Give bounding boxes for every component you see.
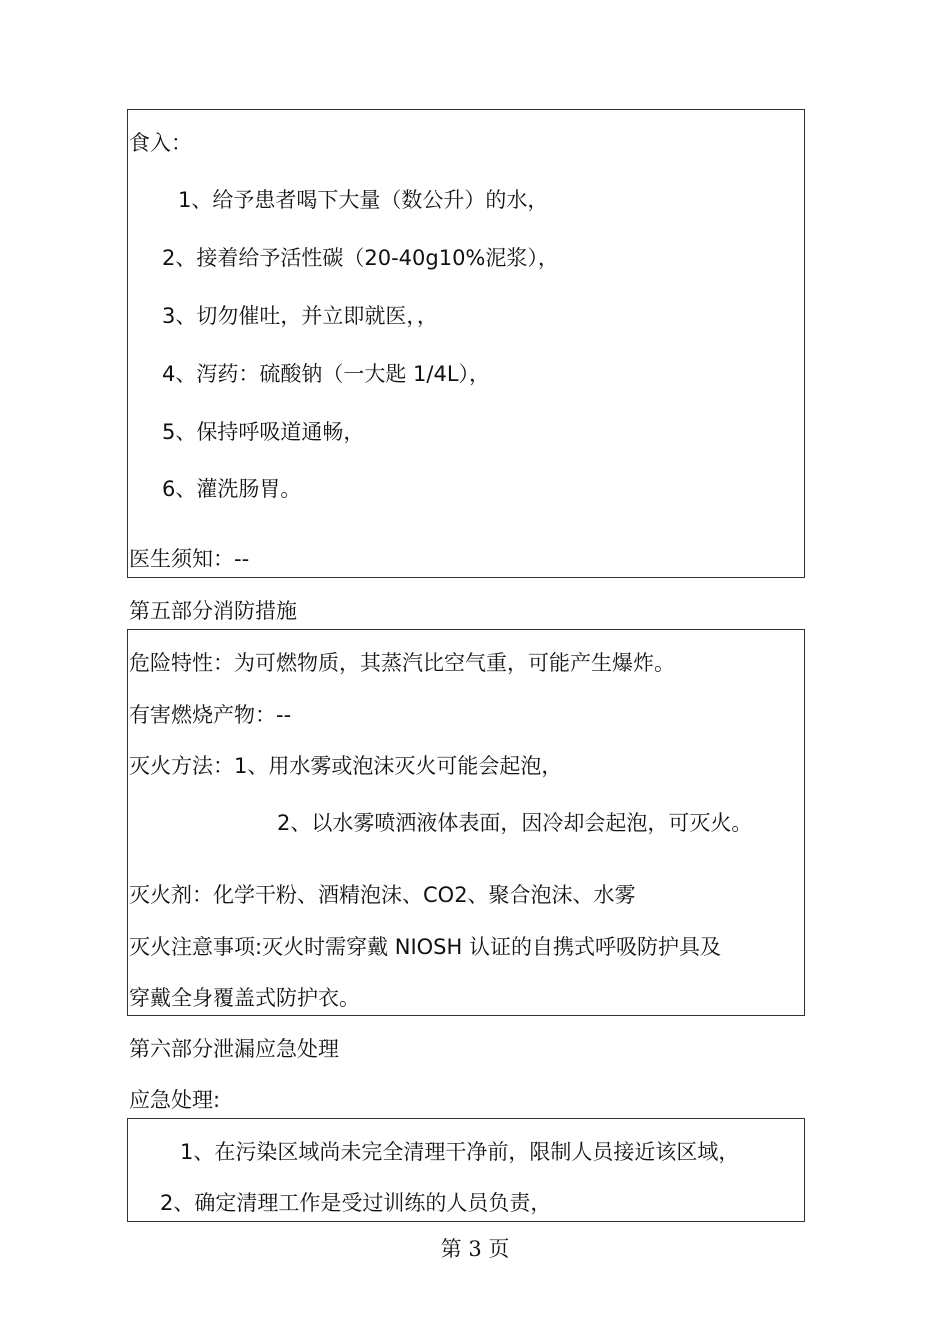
ingestion-step-1: 1、给予患者喝下大量（数公升）的水， (178, 188, 549, 212)
fire-precautions-line-2: 穿戴全身覆盖式防护衣。 (129, 986, 360, 1010)
ingestion-step-5: 5、保持呼吸道通畅， (162, 420, 365, 444)
leak-step-2: 2、确定清理工作是受过训练的人员负责， (160, 1191, 552, 1215)
page-number: 第 3 页 (440, 1237, 510, 1261)
doctor-note: 医生须知：-- (129, 547, 250, 571)
section-6-title: 第六部分泄漏应急处理 (129, 1037, 339, 1061)
emergency-label: 应急处理: (129, 1088, 221, 1112)
hazard-characteristics: 危险特性：为可燃物质，其蒸汽比空气重，可能产生爆炸。 (129, 651, 675, 675)
fire-precautions-line-1: 灭火注意事项:灭火时需穿戴 NIOSH 认证的自携式呼吸防护具及 (129, 935, 721, 959)
leak-step-1: 1、在污染区域尚未完全清理干净前，限制人员接近该区域， (180, 1140, 740, 1164)
combustion-products: 有害燃烧产物：-- (129, 703, 292, 727)
ingestion-step-2: 2、接着给予活性碳（20-40g10%泥浆）， (162, 246, 559, 270)
extinguishing-agents: 灭火剂：化学干粉、酒精泡沫、CO2、聚合泡沫、水雾 (129, 883, 636, 907)
ingestion-step-4: 4、泻药：硫酸钠（一大匙 1/4L）， (162, 362, 491, 386)
ingestion-step-3: 3、切勿催吐，并立即就医，， (162, 304, 438, 328)
first-aid-box (127, 109, 805, 578)
ingestion-label: 食入： (129, 131, 192, 155)
ingestion-step-6: 6、灌洗肠胃。 (162, 477, 302, 501)
extinguishing-method-2: 2、以水雾喷洒液体表面，因冷却会起泡，可灭火。 (277, 811, 753, 835)
extinguishing-method-1: 灭火方法：1、用水雾或泡沫灭火可能会起泡， (129, 754, 563, 778)
section-5-title: 第五部分消防措施 (129, 599, 297, 623)
